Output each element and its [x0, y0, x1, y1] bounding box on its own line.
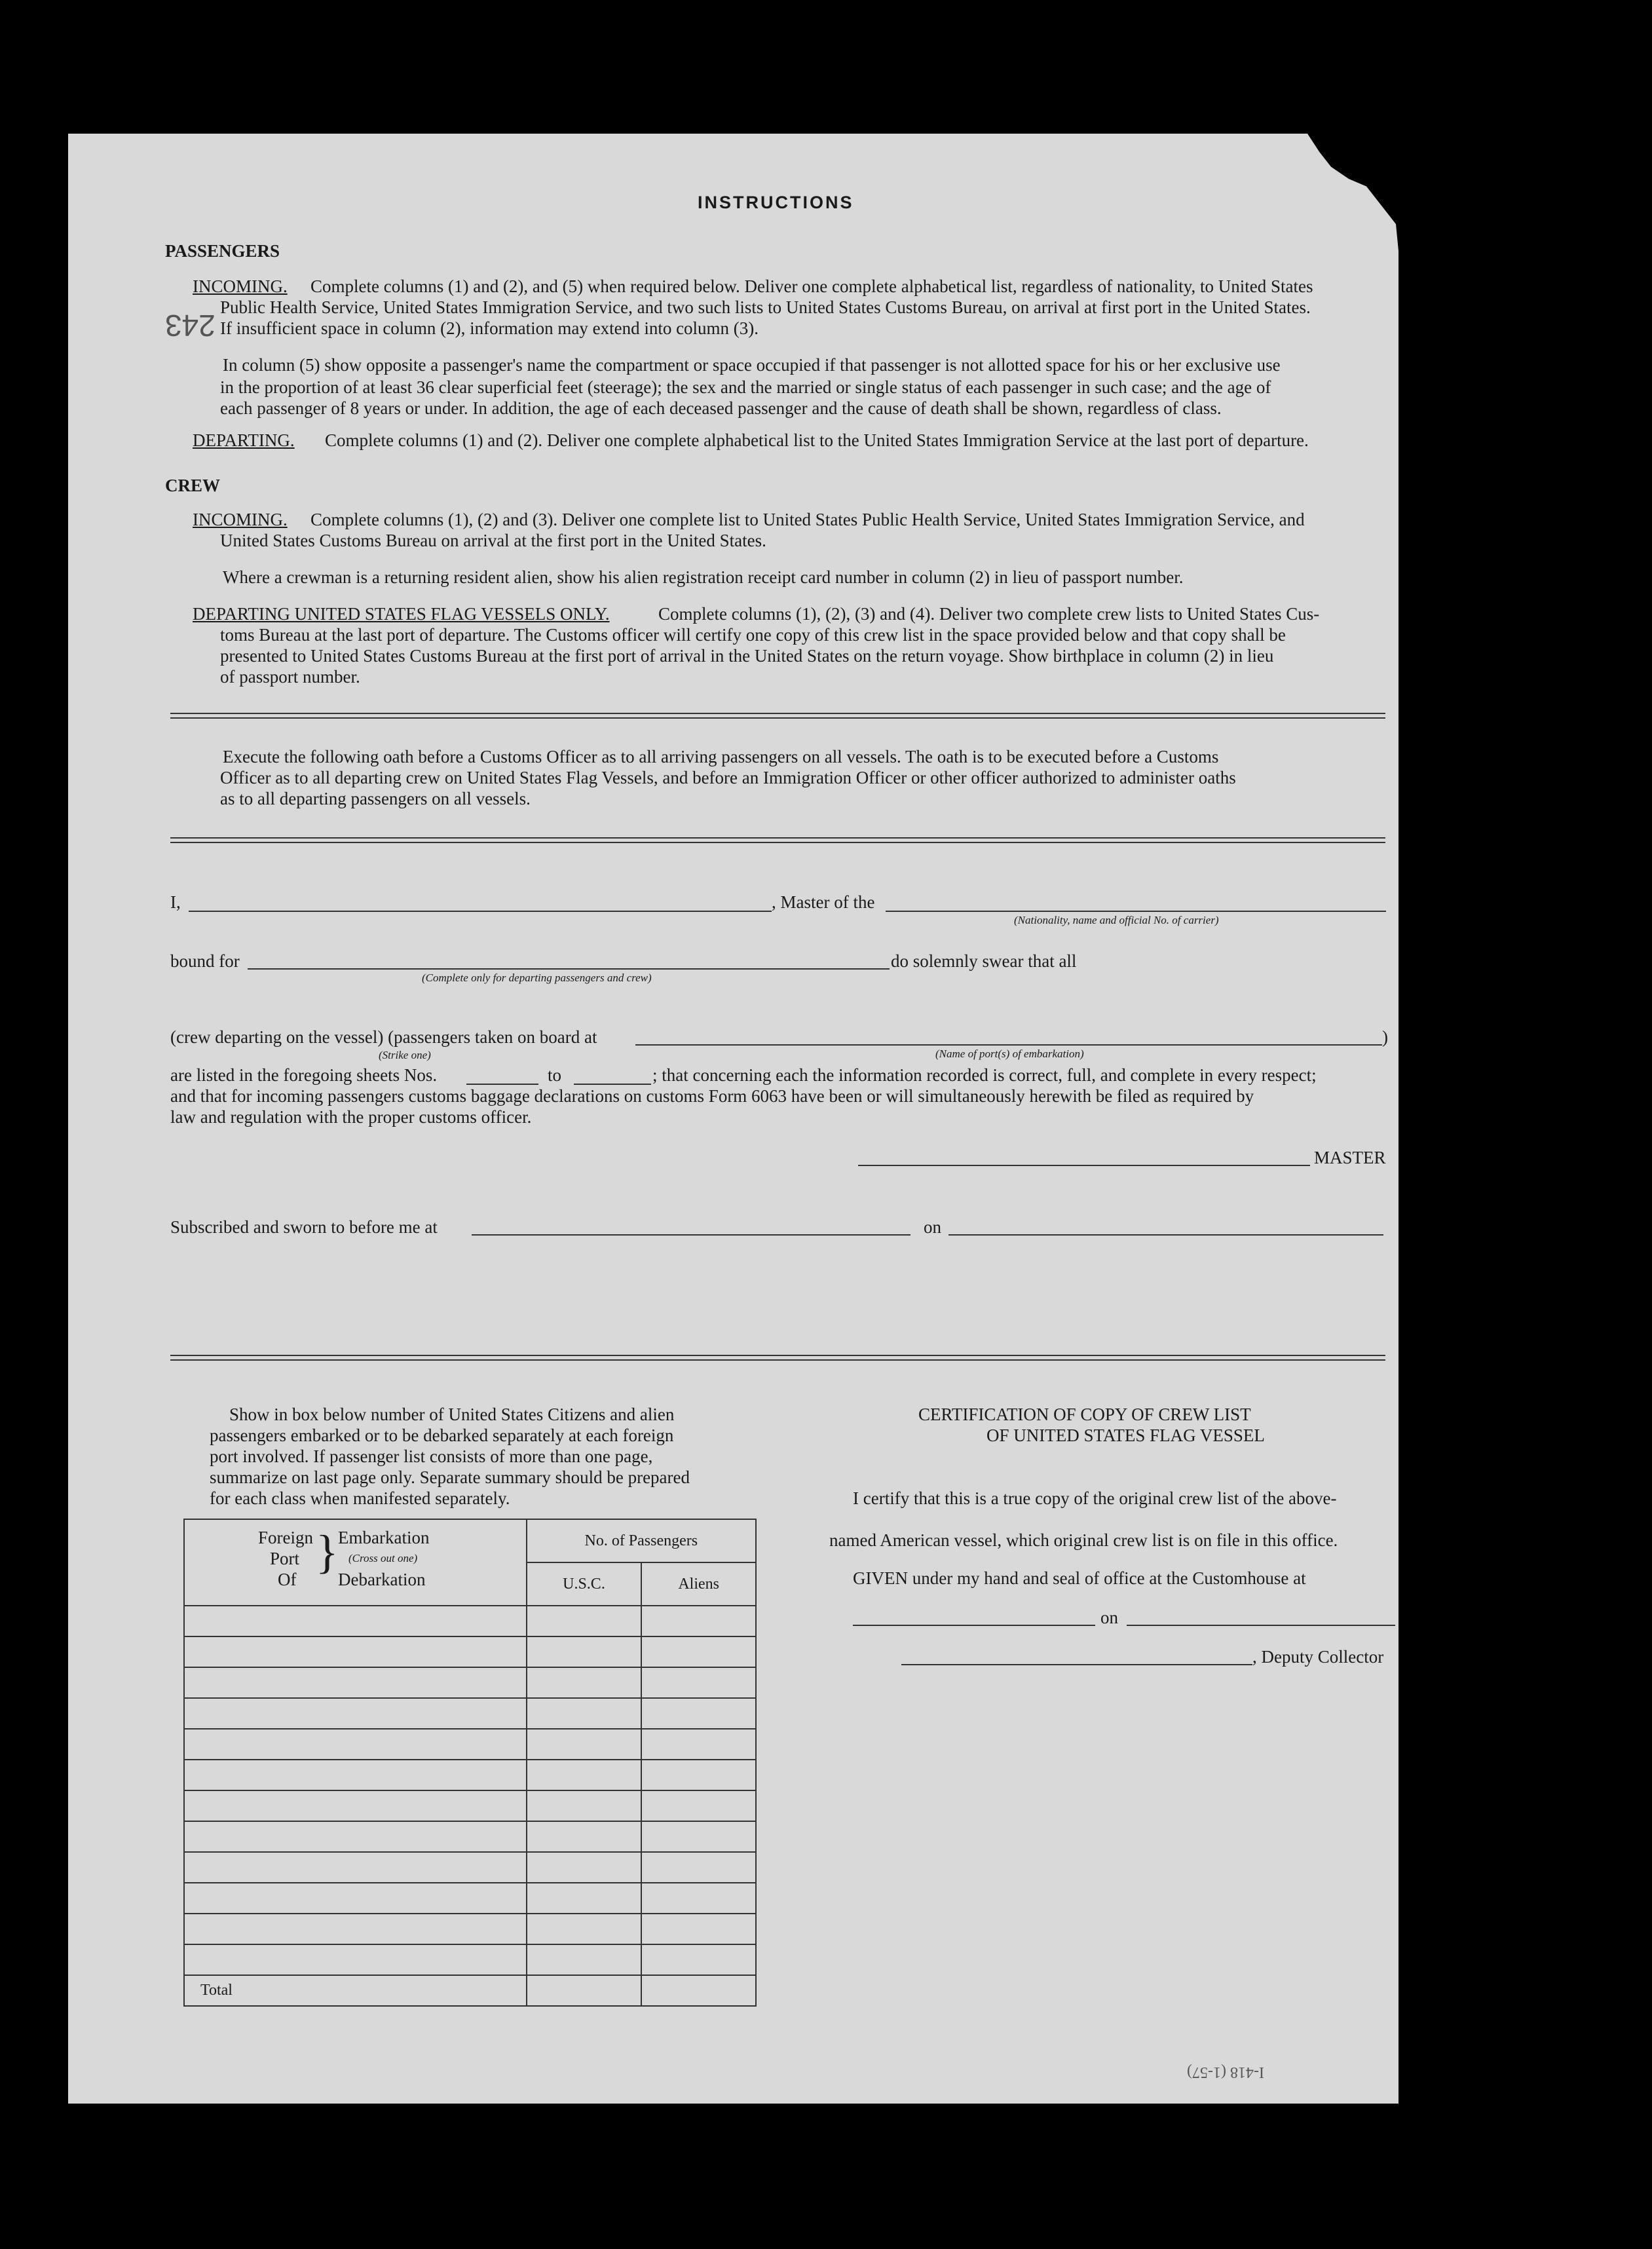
table-row	[184, 1944, 756, 1975]
page-title: INSTRUCTIONS	[698, 193, 854, 212]
embarkation-label: Embarkation	[338, 1528, 430, 1547]
crew-departing-text: of passport number.	[220, 667, 360, 687]
i-label: I,	[170, 892, 181, 912]
passengers-heading: PASSENGERS	[165, 241, 280, 261]
crew-departing-text: toms Bureau at the last port of departure. The Customs officer will certify one copy of this crew list in the space provided below and that copy shall be	[220, 625, 1286, 645]
crew-incoming-label: INCOMING.	[193, 510, 288, 529]
passengers-incoming-text: If insufficient space in column (2), information may extend into column (3).	[220, 318, 759, 338]
passengers-departing-text: Complete columns (1) and (2). Deliver one complete alphabetical list to the United States Immigration Service at the last port of departure.	[325, 430, 1309, 450]
certification-text: named American vessel, which original crew list is on file in this office.	[829, 1530, 1338, 1550]
oath-instruction: as to all departing passengers on all vessels.	[220, 789, 531, 808]
table-row	[184, 1729, 756, 1760]
customhouse-field[interactable]	[853, 1625, 1095, 1626]
crew-incoming-text: Complete columns (1), (2) and (3). Deliver one complete list to United States Public Health Service, United States Immigration Service, and	[310, 510, 1305, 529]
crew-passengers-option: (crew departing on the vessel) (passengers taken on board at	[170, 1027, 597, 1047]
table-row	[184, 1606, 756, 1636]
sworn-date-field[interactable]	[948, 1234, 1383, 1236]
crew-resident-text: Where a crewman is a returning resident alien, show his alien registration receipt card number in column (2) in lieu of passport number.	[223, 567, 1184, 587]
table-row	[184, 1790, 756, 1821]
column5-text: in the proportion of at least 36 clear superficial feet (steerage); the sex and the married or single status of each passenger in such case; and the age of	[220, 377, 1271, 397]
column5-text: each passenger of 8 years or under. In addition, the age of each deceased passenger and the cause of death shall be shown, regardless of class.	[220, 398, 1222, 418]
bound-for-label: bound for	[170, 951, 240, 971]
master-of-label: , Master of the	[772, 892, 875, 912]
certification-heading: CERTIFICATION OF COPY OF CREW LIST	[918, 1405, 1251, 1424]
cross-out-caption: (Cross out one)	[348, 1552, 418, 1564]
subscribed-text: Subscribed and sworn to before me at	[170, 1217, 438, 1237]
total-row	[184, 1975, 756, 2006]
port-label: Port	[270, 1549, 300, 1568]
listed-text: are listed in the foregoing sheets Nos.	[170, 1065, 438, 1085]
table-row	[184, 1667, 756, 1698]
cert-on-label: on	[1100, 1608, 1118, 1627]
cert-date-field[interactable]	[1127, 1625, 1395, 1626]
table-row	[184, 1883, 756, 1914]
port-header	[184, 1519, 527, 1606]
deputy-collector-label: , Deputy Collector	[1252, 1647, 1384, 1667]
crew-departing-text: presented to United States Customs Bureau at the first port of arrival in the United States on the return voyage. Show birthplace in column (2) in lieu	[220, 646, 1274, 666]
table-row	[184, 1852, 756, 1883]
crew-departing-text: Complete columns (1), (2), (3) and (4). Deliver two complete crew lists to United States Cus-	[658, 604, 1320, 624]
passengers-incoming-text: Complete columns (1) and (2), and (5) when required below. Deliver one complete alphabetical list, regardless of nationality, to United States	[310, 276, 1313, 296]
close-paren: )	[1382, 1027, 1388, 1047]
foreign-label: Foreign	[258, 1528, 313, 1547]
section-divider	[170, 1355, 1385, 1361]
master-name-field[interactable]	[189, 911, 772, 912]
table-row	[184, 1821, 756, 1852]
brace-icon: }	[316, 1526, 339, 1578]
master-signature-field[interactable]	[858, 1165, 1310, 1166]
summary-text: for each class when manifested separately.	[210, 1488, 510, 1508]
table-row	[184, 1760, 756, 1790]
summary-text: port involved. If passenger list consists of more than one page,	[210, 1446, 653, 1466]
table-row	[184, 1698, 756, 1729]
oath-instruction: Execute the following oath before a Customs Officer as to all arriving passengers on all vessels. The oath is to be executed before a Customs	[223, 747, 1219, 766]
listed-to: to	[548, 1065, 562, 1085]
summary-text: Show in box below number of United States Citizens and alien	[229, 1405, 675, 1424]
bound-caption: (Complete only for departing passengers and crew)	[422, 972, 652, 984]
table-row	[184, 1914, 756, 1944]
of-label: Of	[278, 1570, 297, 1589]
passengers-departing-label: DEPARTING.	[193, 430, 295, 450]
on-label: on	[924, 1217, 941, 1237]
passengers-incoming-label: INCOMING.	[193, 276, 288, 296]
certification-text: I certify that this is a true copy of the original crew list of the above-	[853, 1488, 1337, 1508]
passengers-incoming-text: Public Health Service, United States Immigration Service, and two such lists to United States Customs Bureau, on arrival at first port in the United States.	[220, 297, 1311, 317]
certification-text: GIVEN under my hand and seal of office at the Customhouse at	[853, 1568, 1306, 1588]
certification-heading: OF UNITED STATES FLAG VESSEL	[986, 1426, 1265, 1445]
column5-text: In column (5) show opposite a passenger's name the compartment or space occupied if that passenger is not allotted space for his or her exclusive use	[223, 355, 1281, 375]
swear-text: do solemnly swear that all	[891, 951, 1077, 971]
oath-instruction: Officer as to all departing crew on United States Flag Vessels, and before an Immigration Officer or other officer authorized to administer oaths	[220, 768, 1236, 787]
crew-heading: CREW	[165, 476, 221, 495]
listed-text: law and regulation with the proper customs officer.	[170, 1107, 532, 1127]
table-row	[184, 1636, 756, 1667]
total-usc-cell[interactable]	[527, 1975, 642, 2006]
listed-text: and that for incoming passengers customs baggage declarations on customs Form 6063 have been or will simultaneously herewith be filed as required by	[170, 1086, 1254, 1106]
no-passengers-header: No. of Passengers	[527, 1519, 756, 1562]
section-divider	[170, 837, 1385, 843]
form-code: I-418 (1-57)	[1187, 2064, 1264, 2081]
total-aliens-cell[interactable]	[641, 1975, 756, 2006]
strike-one-caption: (Strike one)	[379, 1049, 431, 1061]
ports-caption: (Name of port(s) of embarkation)	[935, 1048, 1084, 1060]
crew-incoming-text: United States Customs Bureau on arrival at the first port in the United States.	[220, 531, 766, 550]
deputy-signature-field[interactable]	[901, 1664, 1252, 1665]
total-label: Total	[184, 1975, 527, 2006]
carrier-caption: (Nationality, name and official No. of carrier)	[1014, 914, 1219, 926]
aliens-header: Aliens	[641, 1562, 756, 1606]
summary-text: summarize on last page only. Separate summary should be prepared	[210, 1467, 690, 1487]
debarkation-label: Debarkation	[338, 1570, 426, 1589]
section-divider	[170, 713, 1385, 719]
sworn-place-field[interactable]	[472, 1234, 910, 1236]
usc-header: U.S.C.	[527, 1562, 642, 1606]
listed-text: ; that concerning each the information recorded is correct, full, and complete in every respect;	[652, 1065, 1317, 1085]
passenger-summary-table	[183, 1519, 757, 2007]
summary-text: passengers embarked or to be debarked separately at each foreign	[210, 1426, 674, 1445]
handwritten-page-number: 243	[165, 309, 216, 343]
crew-departing-label: DEPARTING UNITED STATES FLAG VESSELS ONLY.	[193, 604, 610, 624]
master-label: MASTER	[1314, 1148, 1386, 1167]
